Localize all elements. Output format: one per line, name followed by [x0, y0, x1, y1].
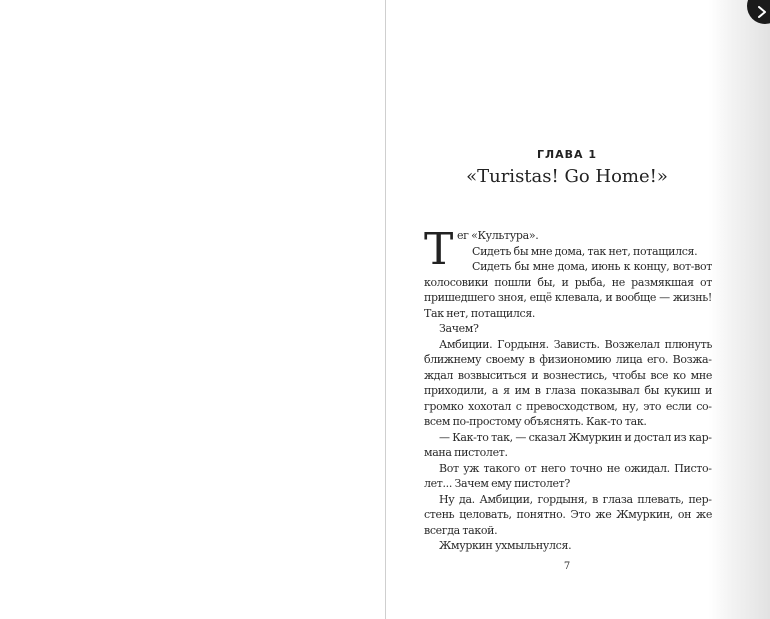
right-page [386, 0, 770, 619]
chapter-label: ГЛАВА 1 [536, 148, 598, 161]
paragraph: Вот уж такого от него точно не ожидал. Пистолет... Зачем ему пистолет? [424, 461, 712, 490]
paragraph: Жмуркин ухмыльнулся. [439, 539, 572, 552]
paragraph: Амбиции. Гордыня. Зависть. Возжелал плюнуть ближнему своему в физиономию лица его. Возжаждал возвыситься и вознестись, чтобы все ко мне приходили, а я им в глаза показывал бы кукиш и громко хохотал с превосходством, ну, это если совсем по-простому объяснять. Как-то так. [424, 337, 712, 428]
paragraph: Ну да. Амбиции, гордыня, в глаза плевать, перстень целовать, понятно. Это же Жмуркин, он же всегда такой. [424, 492, 712, 537]
chevron-right-icon [756, 6, 768, 18]
paragraph: Сидеть бы мне дома, июнь к концу, вот-вот колосовики пошли бы, и рыба, не размякшая от пришедшего зноя, ещё клевала, и вообще — жизнь! Так нет, потащился. [424, 260, 712, 320]
paragraph: Зачем? [439, 322, 479, 335]
dropcap: Т [424, 224, 453, 275]
chapter-title: «Turistas! Go Home!» [466, 166, 668, 187]
paragraph-text: ег «Культура». [457, 229, 539, 242]
paragraph: — Как-то так, — сказал Жмуркин и достал из кармана пистолет. [424, 430, 712, 459]
page-number: 7 [563, 561, 571, 572]
paragraph: Сидеть бы мне дома, так нет, потащился. [472, 244, 698, 258]
chapter-text [424, 224, 712, 554]
